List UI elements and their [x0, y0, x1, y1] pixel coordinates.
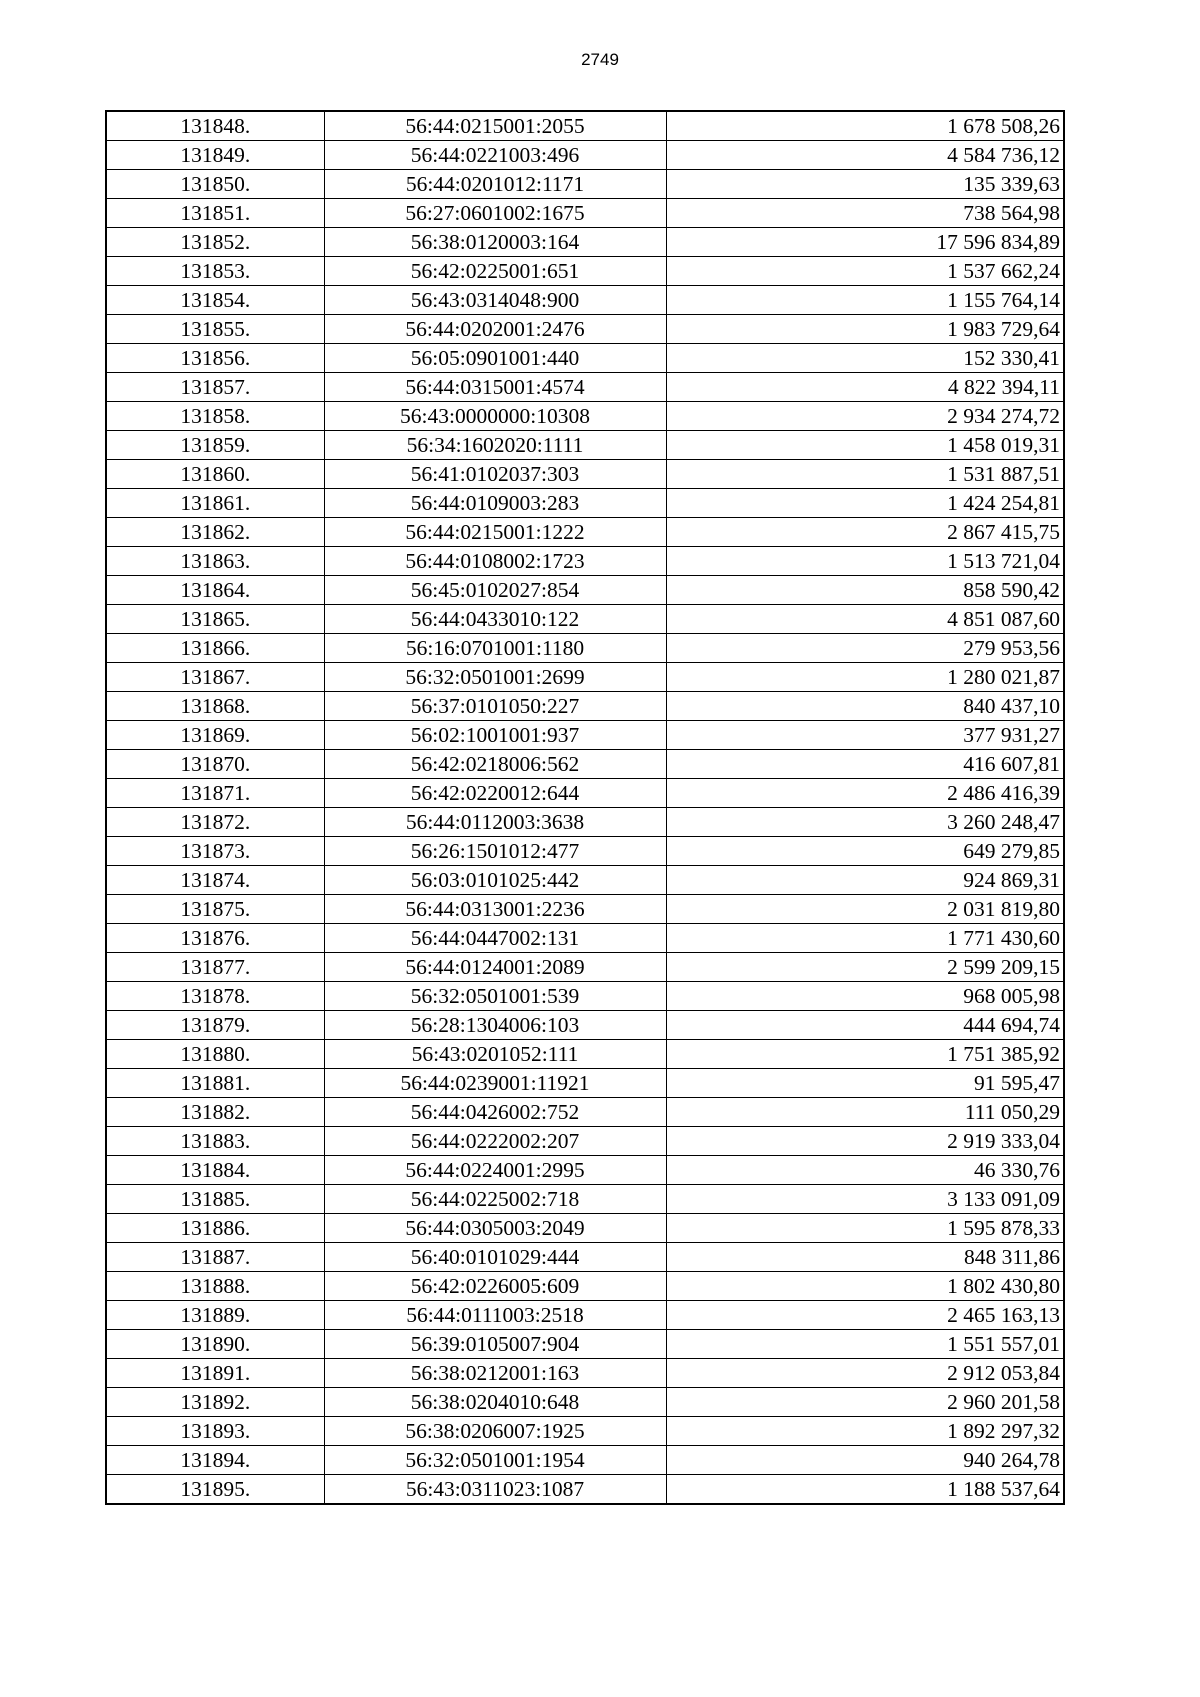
table-row: [106, 953, 1064, 982]
table-row: [106, 1127, 1064, 1156]
row-number-cell: 131852.: [106, 228, 324, 257]
cadastral-number-cell: 56:44:0108002:1723: [324, 547, 666, 576]
row-number-cell: 131860.: [106, 460, 324, 489]
cadastral-value-cell: 649 279,85: [666, 837, 1064, 866]
row-number-cell: 131866.: [106, 634, 324, 663]
cadastral-value-cell: 738 564,98: [666, 199, 1064, 228]
cadastral-value-cell: 2 934 274,72: [666, 402, 1064, 431]
cadastral-value-cell: 1 155 764,14: [666, 286, 1064, 315]
cadastral-number-cell: 56:44:0224001:2995: [324, 1156, 666, 1185]
row-number-cell: 131872.: [106, 808, 324, 837]
cadastral-value-cell: 858 590,42: [666, 576, 1064, 605]
cadastral-number-cell: 56:43:0314048:900: [324, 286, 666, 315]
table-row: [106, 1272, 1064, 1301]
cadastral-number-cell: 56:44:0124001:2089: [324, 953, 666, 982]
cadastral-number-cell: 56:40:0101029:444: [324, 1243, 666, 1272]
cadastral-value-cell: 416 607,81: [666, 750, 1064, 779]
cadastral-value-cell: 924 869,31: [666, 866, 1064, 895]
row-number-cell: 131849.: [106, 141, 324, 170]
table-row: [106, 866, 1064, 895]
row-number-cell: 131864.: [106, 576, 324, 605]
cadastral-value-cell: 1 595 878,33: [666, 1214, 1064, 1243]
cadastral-value-cell: 1 537 662,24: [666, 257, 1064, 286]
cadastral-value-cell: 444 694,74: [666, 1011, 1064, 1040]
row-number-cell: 131857.: [106, 373, 324, 402]
cadastral-value-cell: 1 802 430,80: [666, 1272, 1064, 1301]
cadastral-value-cell: 1 188 537,64: [666, 1475, 1064, 1505]
row-number-cell: 131865.: [106, 605, 324, 634]
cadastral-value-cell: 1 280 021,87: [666, 663, 1064, 692]
row-number-cell: 131873.: [106, 837, 324, 866]
row-number-cell: 131876.: [106, 924, 324, 953]
table-row: [106, 721, 1064, 750]
cadastral-number-cell: 56:03:0101025:442: [324, 866, 666, 895]
row-number-cell: 131885.: [106, 1185, 324, 1214]
row-number-cell: 131855.: [106, 315, 324, 344]
row-number-cell: 131856.: [106, 344, 324, 373]
row-number-cell: 131861.: [106, 489, 324, 518]
cadastral-number-cell: 56:44:0215001:1222: [324, 518, 666, 547]
row-number-cell: 131854.: [106, 286, 324, 315]
table-row: [106, 1446, 1064, 1475]
row-number-cell: 131879.: [106, 1011, 324, 1040]
cadastral-number-cell: 56:34:1602020:1111: [324, 431, 666, 460]
cadastral-value-cell: 1 458 019,31: [666, 431, 1064, 460]
cadastral-number-cell: 56:44:0239001:11921: [324, 1069, 666, 1098]
cadastral-value-cell: 46 330,76: [666, 1156, 1064, 1185]
cadastral-value-cell: 2 912 053,84: [666, 1359, 1064, 1388]
table-row: [106, 1243, 1064, 1272]
row-number-cell: 131859.: [106, 431, 324, 460]
cadastral-number-cell: 56:44:0112003:3638: [324, 808, 666, 837]
cadastral-number-cell: 56:32:0501001:539: [324, 982, 666, 1011]
cadastral-number-cell: 56:44:0447002:131: [324, 924, 666, 953]
row-number-cell: 131886.: [106, 1214, 324, 1243]
cadastral-number-cell: 56:32:0501001:1954: [324, 1446, 666, 1475]
cadastral-value-cell: 111 050,29: [666, 1098, 1064, 1127]
table-row: [106, 837, 1064, 866]
table-row: [106, 779, 1064, 808]
cadastral-number-cell: 56:45:0102027:854: [324, 576, 666, 605]
row-number-cell: 131883.: [106, 1127, 324, 1156]
cadastral-value-cell: 2 486 416,39: [666, 779, 1064, 808]
cadastral-value-cell: 1 424 254,81: [666, 489, 1064, 518]
cadastral-number-cell: 56:38:0204010:648: [324, 1388, 666, 1417]
cadastral-number-cell: 56:16:0701001:1180: [324, 634, 666, 663]
table-row: [106, 141, 1064, 170]
table-row: [106, 1388, 1064, 1417]
row-number-cell: 131853.: [106, 257, 324, 286]
cadastral-value-cell: 152 330,41: [666, 344, 1064, 373]
table-row: [106, 170, 1064, 199]
table-row: [106, 750, 1064, 779]
table-row: [106, 228, 1064, 257]
cadastral-value-cell: 135 339,63: [666, 170, 1064, 199]
cadastral-value-cell: 1 678 508,26: [666, 111, 1064, 141]
table-row: [106, 1185, 1064, 1214]
cadastral-value-cell: 2 465 163,13: [666, 1301, 1064, 1330]
row-number-cell: 131894.: [106, 1446, 324, 1475]
cadastral-value-cell: 17 596 834,89: [666, 228, 1064, 257]
cadastral-number-cell: 56:38:0206007:1925: [324, 1417, 666, 1446]
row-number-cell: 131867.: [106, 663, 324, 692]
cadastral-number-cell: 56:42:0218006:562: [324, 750, 666, 779]
table-row: [106, 257, 1064, 286]
table-row: [106, 1069, 1064, 1098]
row-number-cell: 131884.: [106, 1156, 324, 1185]
table-row: [106, 286, 1064, 315]
table-row: [106, 1156, 1064, 1185]
row-number-cell: 131890.: [106, 1330, 324, 1359]
row-number-cell: 131892.: [106, 1388, 324, 1417]
row-number-cell: 131850.: [106, 170, 324, 199]
cadastral-number-cell: 56:02:1001001:937: [324, 721, 666, 750]
cadastral-number-cell: 56:38:0120003:164: [324, 228, 666, 257]
row-number-cell: 131891.: [106, 1359, 324, 1388]
cadastral-value-cell: 848 311,86: [666, 1243, 1064, 1272]
cadastral-number-cell: 56:44:0215001:2055: [324, 111, 666, 141]
cadastral-number-cell: 56:44:0315001:4574: [324, 373, 666, 402]
row-number-cell: 131880.: [106, 1040, 324, 1069]
table-row: [106, 1417, 1064, 1446]
row-number-cell: 131882.: [106, 1098, 324, 1127]
row-number-cell: 131862.: [106, 518, 324, 547]
row-number-cell: 131888.: [106, 1272, 324, 1301]
table-row: [106, 489, 1064, 518]
cadastral-number-cell: 56:41:0102037:303: [324, 460, 666, 489]
cadastral-number-cell: 56:05:0901001:440: [324, 344, 666, 373]
cadastral-value-table: [105, 110, 1065, 1505]
cadastral-number-cell: 56:44:0111003:2518: [324, 1301, 666, 1330]
cadastral-number-cell: 56:44:0202001:2476: [324, 315, 666, 344]
table-row: [106, 982, 1064, 1011]
row-number-cell: 131881.: [106, 1069, 324, 1098]
cadastral-value-cell: 940 264,78: [666, 1446, 1064, 1475]
cadastral-value-cell: 2 960 201,58: [666, 1388, 1064, 1417]
cadastral-value-cell: 2 867 415,75: [666, 518, 1064, 547]
table-row: [106, 431, 1064, 460]
cadastral-number-cell: 56:44:0426002:752: [324, 1098, 666, 1127]
table-row: [106, 402, 1064, 431]
cadastral-value-cell: 968 005,98: [666, 982, 1064, 1011]
cadastral-value-cell: 1 513 721,04: [666, 547, 1064, 576]
table-row: [106, 895, 1064, 924]
table-row: [106, 663, 1064, 692]
table-row: [106, 692, 1064, 721]
table-row: [106, 1359, 1064, 1388]
cadastral-number-cell: 56:26:1501012:477: [324, 837, 666, 866]
row-number-cell: 131875.: [106, 895, 324, 924]
table-row: [106, 460, 1064, 489]
table-row: [106, 1301, 1064, 1330]
row-number-cell: 131878.: [106, 982, 324, 1011]
row-number-cell: 131863.: [106, 547, 324, 576]
cadastral-number-cell: 56:43:0311023:1087: [324, 1475, 666, 1505]
cadastral-number-cell: 56:44:0201012:1171: [324, 170, 666, 199]
cadastral-number-cell: 56:42:0220012:644: [324, 779, 666, 808]
cadastral-value-cell: 1 531 887,51: [666, 460, 1064, 489]
cadastral-value-cell: 3 133 091,09: [666, 1185, 1064, 1214]
row-number-cell: 131870.: [106, 750, 324, 779]
row-number-cell: 131895.: [106, 1475, 324, 1505]
cadastral-number-cell: 56:43:0000000:10308: [324, 402, 666, 431]
cadastral-number-cell: 56:44:0433010:122: [324, 605, 666, 634]
cadastral-value-cell: 4 584 736,12: [666, 141, 1064, 170]
cadastral-value-cell: 4 851 087,60: [666, 605, 1064, 634]
cadastral-number-cell: 56:43:0201052:111: [324, 1040, 666, 1069]
table-row: [106, 1330, 1064, 1359]
row-number-cell: 131871.: [106, 779, 324, 808]
cadastral-value-cell: 1 551 557,01: [666, 1330, 1064, 1359]
cadastral-value-cell: 279 953,56: [666, 634, 1064, 663]
cadastral-number-cell: 56:44:0109003:283: [324, 489, 666, 518]
table-row: [106, 576, 1064, 605]
cadastral-value-cell: 3 260 248,47: [666, 808, 1064, 837]
row-number-cell: 131893.: [106, 1417, 324, 1446]
row-number-cell: 131887.: [106, 1243, 324, 1272]
table-row: [106, 111, 1064, 141]
table-row: [106, 1098, 1064, 1127]
table-row: [106, 315, 1064, 344]
cadastral-number-cell: 56:44:0225002:718: [324, 1185, 666, 1214]
row-number-cell: 131851.: [106, 199, 324, 228]
table-row: [106, 924, 1064, 953]
row-number-cell: 131869.: [106, 721, 324, 750]
cadastral-number-cell: 56:27:0601002:1675: [324, 199, 666, 228]
row-number-cell: 131874.: [106, 866, 324, 895]
table-row: [106, 808, 1064, 837]
cadastral-value-cell: 840 437,10: [666, 692, 1064, 721]
row-number-cell: 131848.: [106, 111, 324, 141]
cadastral-value-cell: 91 595,47: [666, 1069, 1064, 1098]
cadastral-number-cell: 56:42:0226005:609: [324, 1272, 666, 1301]
table-row: [106, 344, 1064, 373]
cadastral-number-cell: 56:32:0501001:2699: [324, 663, 666, 692]
row-number-cell: 131858.: [106, 402, 324, 431]
cadastral-number-cell: 56:42:0225001:651: [324, 257, 666, 286]
cadastral-value-cell: 2 919 333,04: [666, 1127, 1064, 1156]
table-row: [106, 1214, 1064, 1243]
table-row: [106, 547, 1064, 576]
cadastral-value-cell: 1 771 430,60: [666, 924, 1064, 953]
cadastral-value-cell: 2 031 819,80: [666, 895, 1064, 924]
cadastral-value-cell: 2 599 209,15: [666, 953, 1064, 982]
table-row: [106, 1040, 1064, 1069]
cadastral-number-cell: 56:37:0101050:227: [324, 692, 666, 721]
table-row: [106, 373, 1064, 402]
cadastral-value-cell: 4 822 394,11: [666, 373, 1064, 402]
page-number: 2749: [581, 50, 619, 69]
table-row: [106, 1011, 1064, 1040]
cadastral-number-cell: 56:39:0105007:904: [324, 1330, 666, 1359]
table-row: [106, 518, 1064, 547]
table-row: [106, 605, 1064, 634]
cadastral-number-cell: 56:44:0222002:207: [324, 1127, 666, 1156]
table-row: [106, 634, 1064, 663]
cadastral-number-cell: 56:38:0212001:163: [324, 1359, 666, 1388]
cadastral-number-cell: 56:28:1304006:103: [324, 1011, 666, 1040]
cadastral-number-cell: 56:44:0313001:2236: [324, 895, 666, 924]
cadastral-value-cell: 377 931,27: [666, 721, 1064, 750]
row-number-cell: 131868.: [106, 692, 324, 721]
cadastral-value-cell: 1 983 729,64: [666, 315, 1064, 344]
table-body: [106, 111, 1064, 1504]
row-number-cell: 131877.: [106, 953, 324, 982]
cadastral-value-cell: 1 751 385,92: [666, 1040, 1064, 1069]
cadastral-value-cell: 1 892 297,32: [666, 1417, 1064, 1446]
cadastral-number-cell: 56:44:0221003:496: [324, 141, 666, 170]
cadastral-number-cell: 56:44:0305003:2049: [324, 1214, 666, 1243]
table-row: [106, 199, 1064, 228]
table-row: [106, 1475, 1064, 1505]
row-number-cell: 131889.: [106, 1301, 324, 1330]
